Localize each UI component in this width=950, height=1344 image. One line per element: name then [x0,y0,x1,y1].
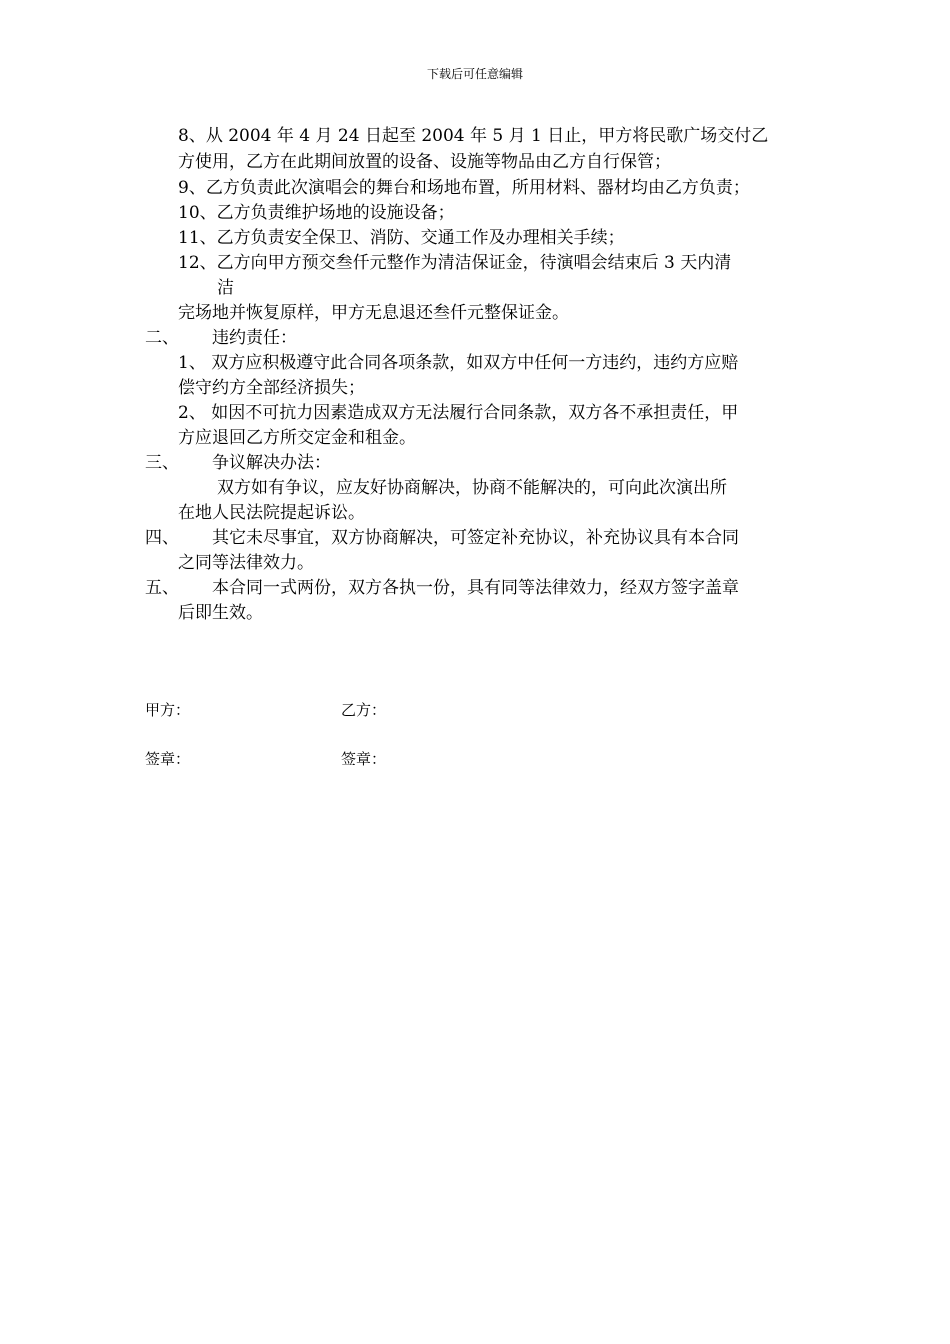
clause-12-line-2: 洁 [217,278,234,298]
clause-10: 10、乙方负责维护场地的设施设备； [178,203,455,223]
party-a-label: 甲方： [145,701,191,719]
section-number-four: 四、 [145,528,179,548]
page-header: 下载后可任意编辑 [426,67,523,81]
section-two-heading: 违约责任： [212,328,297,348]
dispute-text-line-1: 双方如有争议，应友好协商解决，协商不能解决的，可向此次演出所 [217,478,727,498]
section-number-three: 三、 [145,453,179,473]
section-five-line-1: 本合同一式两份，双方各执一份，具有同等法律效力，经双方签字盖章 [212,578,739,598]
section-number-two: 二、 [145,328,179,348]
clause-11: 11、乙方负责安全保卫、消防、交通工作及办理相关手续； [178,228,625,248]
liability-item-2-line-2: 方应退回乙方所交定金和租金。 [178,428,416,448]
section-five-line-2: 后即生效。 [178,603,263,623]
party-a-seal-label: 签章： [145,750,191,768]
party-b-label: 乙方： [341,701,387,719]
clause-12-line-1: 12、乙方向甲方预交叁仟元整作为清洁保证金，待演唱会结束后 3 天内清 [178,253,732,273]
clause-8-line-2: 方使用，乙方在此期间放置的设备、设施等物品由乙方自行保管； [178,152,671,172]
section-number-five: 五、 [145,578,179,598]
clause-8-line-1: 8、从 2004 年 4 月 24 日起至 2004 年 5 月 1 日止，甲方将民歌广场交付乙 [178,126,769,146]
liability-item-1-line-1: 1、 双方应积极遵守此合同各项条款，如双方中任何一方违约，违约方应赔 [178,353,739,373]
section-four-line-2: 之同等法律效力。 [178,553,314,573]
section-three-heading: 争议解决办法： [212,453,331,473]
clause-9: 9、乙方负责此次演唱会的舞台和场地布置，所用材料、器材均由乙方负责； [178,178,750,198]
liability-item-1-line-2: 偿守约方全部经济损失； [178,378,365,398]
section-four-line-1: 其它未尽事宜，双方协商解决，可签定补充协议，补充协议具有本合同 [212,528,739,548]
dispute-text-line-2: 在地人民法院提起诉讼。 [178,503,365,523]
clause-12-line-3: 完场地并恢复原样，甲方无息退还叁仟元整保证金。 [178,303,569,323]
liability-item-2-line-1: 2、 如因不可抗力因素造成双方无法履行合同条款，双方各不承担责任，甲 [178,403,739,423]
party-b-seal-label: 签章： [341,750,387,768]
